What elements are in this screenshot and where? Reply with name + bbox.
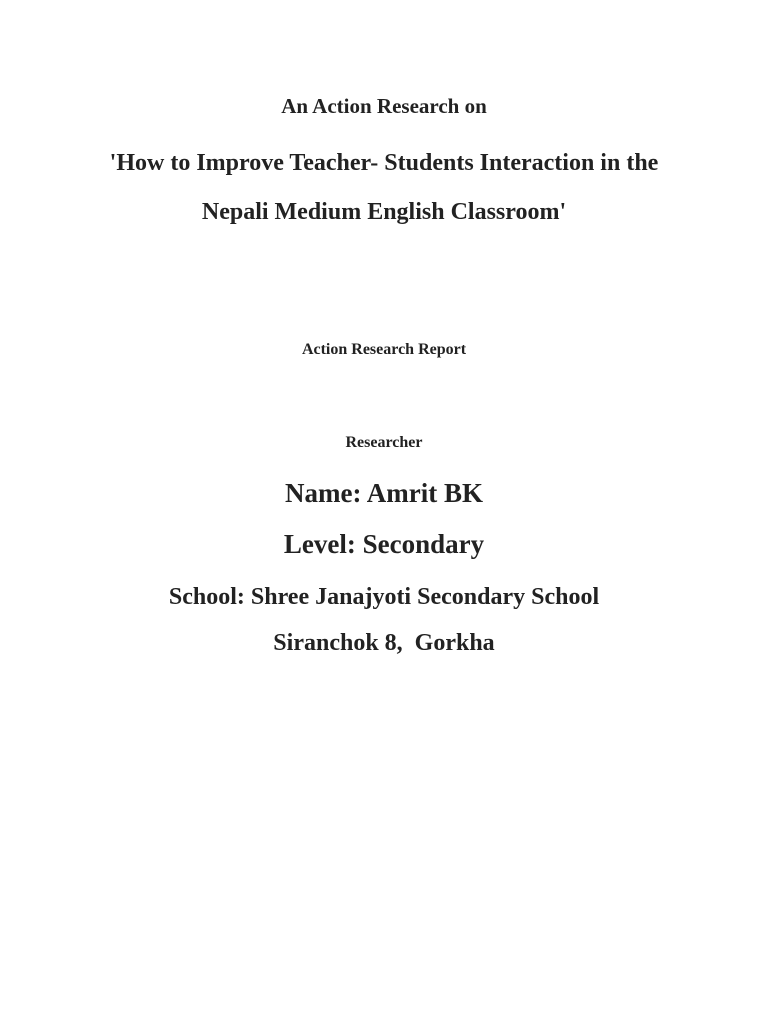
school-name: School: Shree Janajyoti Secondary School	[168, 584, 600, 610]
intro-line: An Action Research on	[281, 94, 487, 118]
title-line-2: Nepali Medium English Classroom'	[201, 199, 567, 225]
researcher-name: Name: Amrit BK	[285, 478, 483, 508]
school-address: Siranchok 8, Gorkha	[273, 630, 495, 656]
title-line-1: 'How to Improve Teacher- Students Interaction in the	[109, 150, 659, 176]
report-type: Action Research Report	[301, 341, 467, 358]
researcher-level: Level: Secondary	[283, 529, 485, 559]
researcher-heading: Researcher	[345, 434, 423, 451]
